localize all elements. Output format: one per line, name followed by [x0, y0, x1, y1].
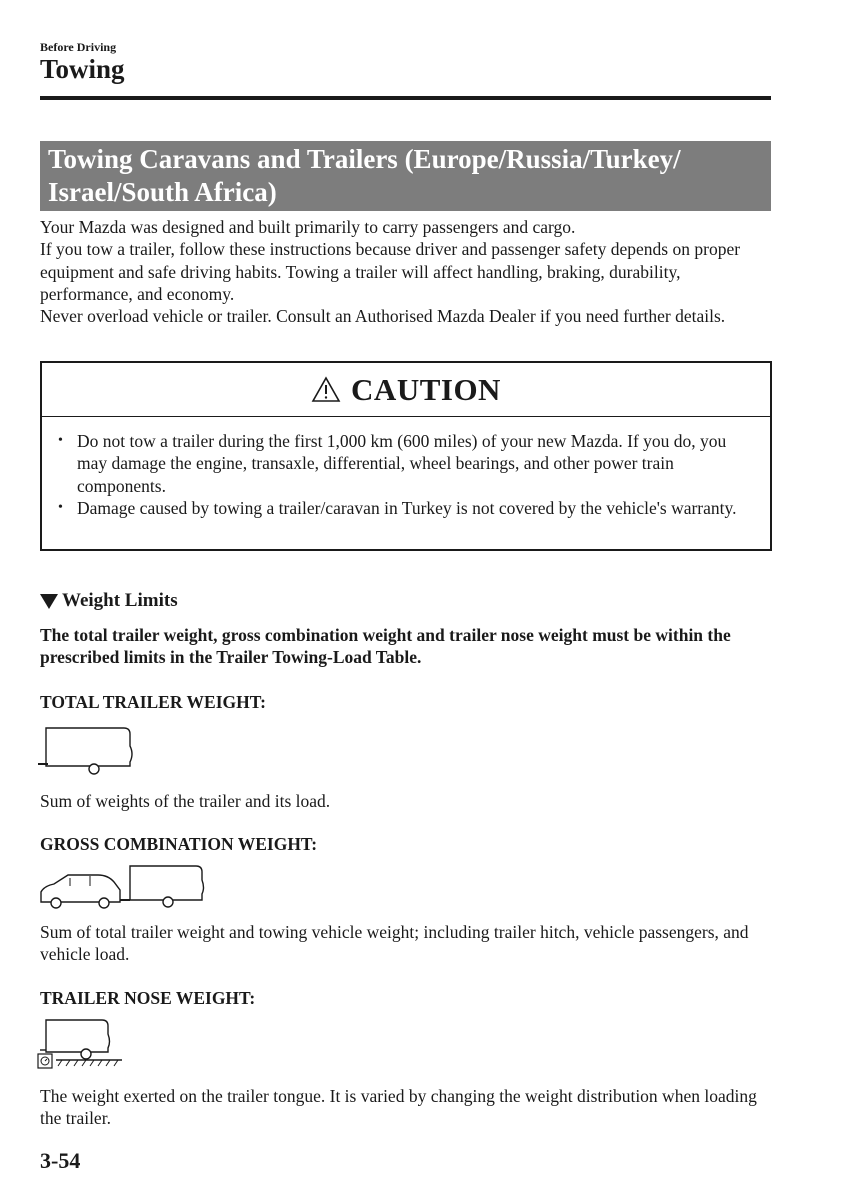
weight-limits-note: The total trailer weight, gross combination weight and trailer nose weight must be within the prescribed limits in the Trailer Towing-Load Table. [40, 625, 731, 668]
caution-item: • Do not tow a trailer during the first 1,000 km (600 miles) of your new Mazda. If you do, you may damage the engine, transaxle, differential, wheel bearings, and other power train components. [56, 430, 750, 497]
section-label: Before Driving [40, 40, 117, 54]
intro-text [40, 216, 775, 327]
weight-limits-heading [40, 590, 178, 612]
car-with-trailer-icon [38, 862, 208, 914]
caution-header [42, 363, 770, 417]
intro-paragraph: Never overload vehicle or trailer. Consult an Authorised Mazda Dealer if you need further details. [40, 306, 726, 327]
warning-triangle-icon [311, 376, 341, 403]
banner-line-1: Towing Caravans and Trailers (Europe/Russia/Turkey/ [48, 144, 681, 174]
gross-combination-weight-label: GROSS COMBINATION WEIGHT: [40, 834, 318, 854]
caution-box [40, 361, 772, 551]
gross-combination-weight-description: Sum of total trailer weight and towing vehicle weight; including trailer hitch, vehicle passengers, and vehicle load. [40, 922, 749, 965]
trailer-nose-weight-label: TRAILER NOSE WEIGHT: [40, 988, 256, 1008]
caution-item: • Damage caused by towing a trailer/caravan in Turkey is not covered by the vehicle's warranty. [56, 497, 750, 519]
triangle-bullet-icon [40, 594, 58, 609]
caution-title: CAUTION [351, 371, 501, 407]
caution-list [42, 417, 770, 519]
header-rule [40, 96, 771, 100]
weight-limits-title: Weight Limits [62, 590, 178, 611]
trailer-icon [38, 724, 138, 778]
banner-line-2: Israel/South Africa) [48, 177, 277, 207]
page-number: 3-54 [40, 1148, 81, 1173]
intro-paragraph: Your Mazda was designed and built primarily to carry passengers and cargo. [40, 217, 576, 237]
chapter-title: Towing [40, 54, 125, 84]
total-trailer-weight-label: TOTAL TRAILER WEIGHT: [40, 692, 266, 712]
intro-paragraph: If you tow a trailer, follow these instructions because driver and passenger safety depends on proper equipment and safe driving habits. Towing a trailer will affect handling, braking, durability, performance, and economy. [40, 239, 741, 304]
trailer-nose-weight-description: The weight exerted on the trailer tongue. It is varied by changing the weight distribution when loading the trailer. [40, 1086, 757, 1129]
topic-banner [40, 141, 771, 211]
total-trailer-weight-description: Sum of weights of the trailer and its load. [40, 791, 331, 811]
trailer-on-scale-icon [36, 1016, 128, 1074]
